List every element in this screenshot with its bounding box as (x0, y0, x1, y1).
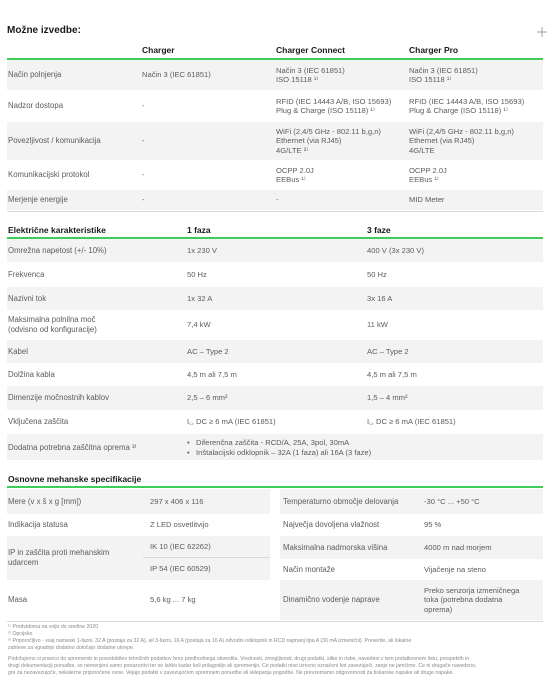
spec-value: oprema) (424, 604, 453, 614)
row-label: Dolžina kabla (8, 369, 55, 379)
row-label: Komunikacijski protokol (8, 170, 90, 179)
value-1-phase: 1x 32 A (187, 293, 213, 303)
row-label: Dimenzije močnostnih kablov (8, 393, 109, 402)
row-background (7, 60, 543, 90)
bullet: • (187, 448, 190, 457)
value-1-phase: 7,4 kW (187, 320, 211, 329)
spec-value: Z LED osvetlitvijo (150, 520, 209, 529)
row-label: Omrežna napetost (+/- 10%) (8, 245, 107, 255)
cell-value: EEBus ¹⁾ (409, 175, 439, 184)
row-label: Način polnjenja (8, 70, 62, 79)
footnote: drugi dokumentaciji ponudbe, so nemenjeni samo ponazoritvi ter se lahko kadar koli prilagodijo ali spremenijo. Če podatki niso izrecno označeni kot zavezujoči, zanje ne jamčimo. Če ni drugače navedeno, (8, 663, 477, 669)
bullet: • (187, 438, 190, 447)
crosshair-icon (537, 27, 547, 37)
cell-value: Način 3 (IEC 61851) (142, 70, 211, 80)
spec-value: Preko senzorja izmeničnega (424, 585, 520, 595)
column-header: 3 faze (367, 225, 391, 235)
protection-item: Inštalacijski odklopnik – 32A (1 faza) ali 16A (3 faze) (196, 448, 372, 457)
cell-value: Plug & Charge (ISO 15118) ¹⁾ (276, 106, 375, 115)
header-divider (7, 486, 543, 488)
value-3-phase: I꜀, DC ≥ 6 mA (IEC 61851) (367, 417, 456, 426)
row-label: Merjenje energije (8, 195, 68, 204)
protection-item: Diferenčna zaščita - RCD/A, 25A, 3pol, 30mA (196, 438, 350, 447)
spec-label: Indikacija statusa (8, 520, 68, 529)
row-label: Nazivni tok (8, 293, 47, 303)
column-header: Charger Connect (276, 45, 345, 55)
value-3-phase: AC – Type 2 (367, 346, 409, 356)
spec-value: 95 % (424, 520, 442, 530)
cell-value: RFID (IEC 14443 A/B, ISO 15693) (409, 96, 525, 106)
cell-value: Ethernet (via RJ45) (409, 136, 475, 146)
spec-label: Masa (8, 595, 28, 604)
value-1-phase: 2,5 – 6 mm² (187, 393, 228, 402)
value-1-phase: 1x 230 V (187, 245, 217, 255)
spec-label: udarcem (8, 558, 39, 567)
row-label: Vključena zaščita (8, 417, 69, 426)
cell-value: WiFi (2,4/5 GHz - 802.11 b,g,n) (409, 126, 514, 136)
column-header: Charger Pro (409, 45, 459, 55)
cell-value: - (142, 136, 145, 146)
row-background (7, 536, 270, 580)
row-background (7, 190, 543, 210)
cell-value: OCPP 2.0J (276, 165, 314, 175)
divider (7, 621, 543, 622)
row-background (7, 287, 543, 310)
footnote: zahteve za vgradnjo dodatno določajo dodatne ukrepe. (8, 645, 135, 651)
divider (7, 211, 543, 212)
spec-label: Dinamično vodenje naprave (283, 595, 380, 604)
mechanical-title: Osnovne mehanske specifikacije (8, 474, 142, 484)
page-title: Možne izvedbe: (7, 25, 81, 36)
cell-value: - (276, 195, 279, 205)
spec-label: Mere (v x š x g [mm]) (8, 496, 82, 506)
row-label: Povezljivost / komunikacija (8, 136, 101, 145)
spec-label: Temperaturno območje delovanja (283, 496, 399, 506)
cell-value: 4G/LTE (409, 145, 435, 155)
spec-label: Maksimalna nadmorska višina (283, 542, 388, 552)
value-1-phase: AC – Type 2 (187, 346, 229, 356)
divider (143, 557, 270, 558)
spec-value: 4000 m nad morjem (424, 542, 492, 552)
spec-value: toka (potrebna dodatna (424, 595, 503, 605)
cell-value: RFID (IEC 14443 A/B, ISO 15693) (276, 96, 392, 106)
value-3-phase: 3x 16 A (367, 293, 393, 303)
cell-value: MID Meter (409, 195, 445, 205)
value-1-phase: 50 Hz (187, 269, 207, 279)
value-1-phase: 4,5 m ali 7,5 m (187, 369, 237, 379)
spec-value: -30 °C ... +50 °C (424, 496, 480, 506)
value-3-phase: 4,5 m ali 7,5 m (367, 369, 417, 379)
spec-value: 297 x 406 x 116 (150, 496, 204, 506)
spec-label: Način montaže (283, 564, 336, 574)
footnote: Pridržujemo si pravico do sprememb in posodobitev tehničnih podatkov brez predhodnega obvestila. Vrednosti, zmogljivosti, drugi podatki, slike in risbe, navedeni v tem podatkovnem listu, prospektih in (8, 656, 470, 662)
footnote: gre za nezavezujoče, nekaterne priporočene cene. Vejajo podatki v zavezujočem spremnem ponudbe ali sklepanju pogodbe. Ne prevzemamo odgovornosti za tiskarske napake ali druge napake. (8, 670, 454, 676)
cell-value: WiFi (2,4/5 GHz - 802.11 b,g,n) (276, 126, 381, 136)
column-header: Charger (142, 45, 175, 55)
value-3-phase: 1,5 – 4 mm² (367, 393, 408, 402)
cell-value: Ethernet (via RJ45) (276, 136, 342, 146)
cell-value: EEBus ¹⁾ (276, 175, 306, 184)
row-label: (odvisno od konfiguracije) (8, 325, 97, 334)
cell-value: ISO 15118 ¹⁾ (276, 75, 319, 84)
spec-value: IK 10 (IEC 62262) (150, 542, 211, 551)
row-label: Kabel (8, 346, 28, 356)
column-header: 1 faza (187, 225, 211, 235)
row-label: Frekvenca (8, 269, 45, 279)
footnote: ²⁾ Opcijsko (8, 631, 33, 637)
cell-value: - (142, 195, 145, 205)
cell-value: Način 3 (IEC 61851) (276, 65, 345, 75)
cell-value: - (142, 170, 145, 180)
value-3-phase: 11 kW (367, 320, 388, 329)
spec-value: Vijačenje na steno (424, 564, 486, 574)
cell-value: OCPP 2.0J (409, 165, 447, 175)
cell-value: - (142, 101, 145, 111)
row-label: Maksimalna polnilna moč (8, 315, 96, 324)
row-label: Dodatna potrebna zaščitna oprema ³⁾ (8, 443, 137, 452)
footnote: ¹⁾ Predvidoma na voljo do sredine 2020 (8, 624, 99, 630)
spec-value: IP 54 (IEC 60529) (150, 564, 211, 573)
value-3-phase: 50 Hz (367, 269, 387, 279)
section-title: Električne karakteristike (8, 225, 106, 235)
cell-value: 4G/LTE ²⁾ (276, 145, 309, 155)
row-background (7, 340, 543, 363)
row-label: Nadzor dostopa (8, 101, 64, 110)
footnote: ³⁾ Priporočljivo - vsaj nameski 1-fazni, 32 A (postaja za 32 A), ali 3-fazni, 16 A (postaja za 16 A) odvodni odklopnik in RCD najmanj tipa A (30 mA izmenični). Preverite, ali lokalne (8, 638, 412, 644)
value-1-phase: I꜀, DC ≥ 6 mA (IEC 61851) (187, 417, 276, 426)
cell-value: Način 3 (IEC 61851) (409, 65, 478, 75)
spec-label: IP in zaščita proti mehanskim (8, 548, 110, 557)
spec-label: Največja dovoljena vlažnost (283, 520, 380, 529)
cell-value: ISO 15118 ¹⁾ (409, 75, 452, 84)
cell-value: Plug & Charge (ISO 15118) ¹⁾ (409, 106, 508, 115)
value-3-phase: 400 V (3x 230 V) (367, 245, 424, 255)
spec-value: 5,6 kg ... 7 kg (150, 595, 196, 604)
